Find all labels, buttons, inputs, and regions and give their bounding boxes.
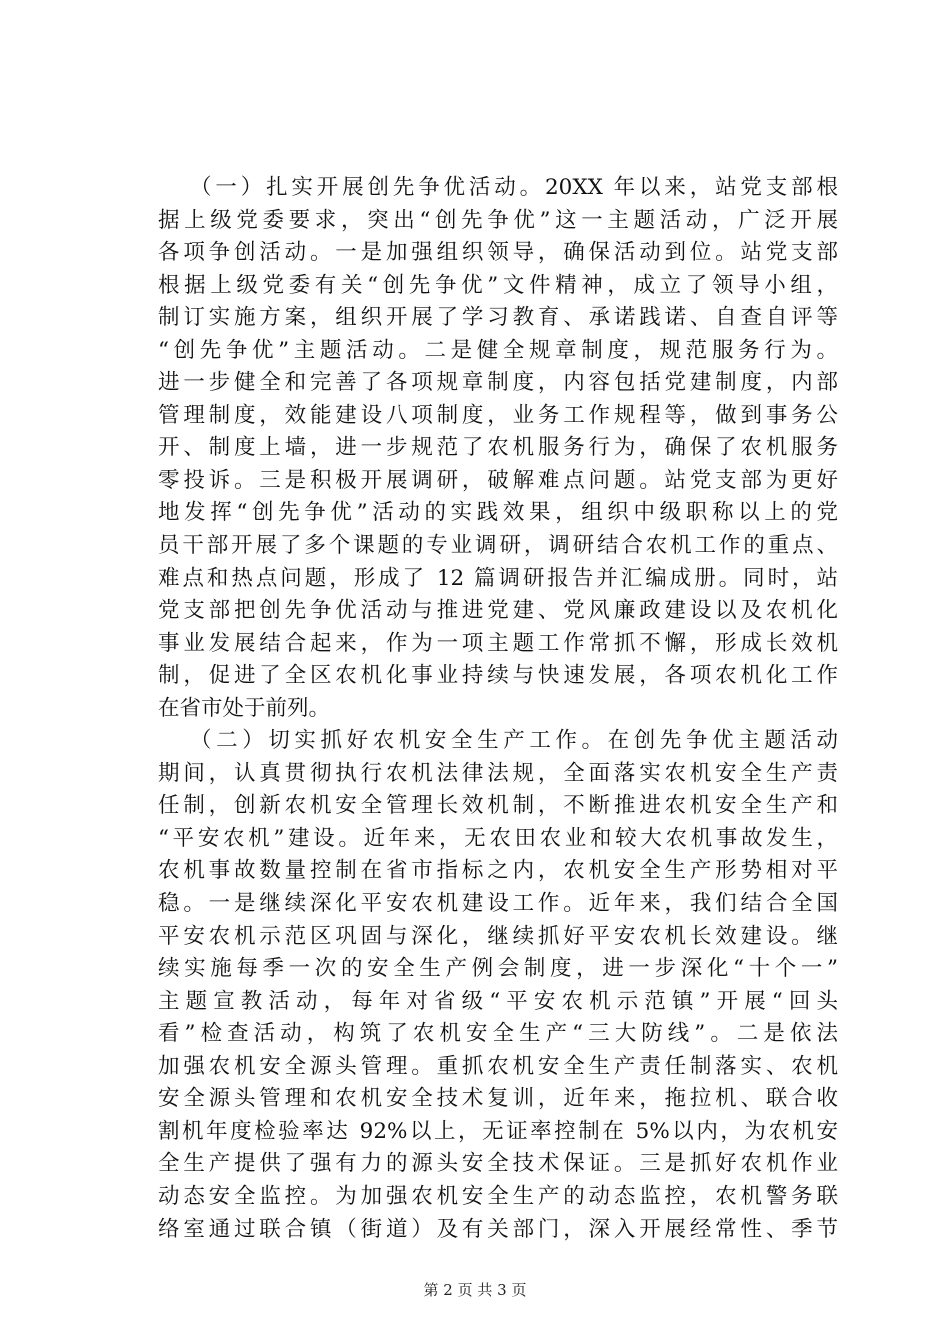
paragraph-2-line-14: 全生产提供了强有力的源头安全技术保证。三是抓好农机作业 [158,1151,838,1177]
paragraph-1-line-6: “创先争优”主题活动。二是健全规章制度，规范服务行为。 [158,337,838,363]
paragraph-1-line-13: 难点和热点问题，形成了 12 篇调研报告并汇编成册。同时，站 [158,565,838,591]
paragraph-2-line-8: 续实施每季一次的安全生产例会制度，进一步深化“十个一” [158,956,838,982]
paragraph-2-line-1: （二）切实抓好农机安全生产工作。在创先争优主题活动 [190,728,838,754]
paragraph-1-line-12: 员干部开展了多个课题的专业调研，调研结合农机工作的重点、 [158,533,838,559]
paragraph-2-line-10: 看”检查活动，构筑了农机安全生产“三大防线”。二是依法 [158,1021,838,1047]
paragraph-1-line-17: 在省市处于前列。 [158,695,331,721]
paragraph-1-line-2: 据上级党委要求，突出“创先争优”这一主题活动，广泛开展 [158,207,838,233]
paragraph-1-line-7: 进一步健全和完善了各项规章制度，内容包括党建制度，内部 [158,370,838,396]
paragraph-2-line-11: 加强农机安全源头管理。重抓农机安全生产责任制落实、农机 [158,1053,838,1079]
paragraph-2-line-2: 期间，认真贯彻执行农机法律法规，全面落实农机安全生产责 [158,760,838,786]
paragraph-2-line-7: 平安农机示范区巩固与深化，继续抓好平安农机长效建设。继 [158,923,838,949]
paragraph-2-line-15: 动态安全监控。为加强农机安全生产的动态监控，农机警务联 [158,1183,838,1209]
paragraph-1-line-15: 事业发展结合起来，作为一项主题工作常抓不懈，形成长效机 [158,630,838,656]
page-footer: 第 2 页 共 3 页 [423,1281,527,1299]
paragraph-2-line-16: 络室通过联合镇（街道）及有关部门，深入开展经常性、季节 [158,1216,838,1242]
paragraph-2-line-9: 主题宣教活动，每年对省级“平安农机示范镇”开展“回头 [158,988,838,1014]
paragraph-1-line-3: 各项争创活动。一是加强组织领导，确保活动到位。站党支部 [158,240,838,266]
paragraph-2-line-13: 割机年度检验率达 92%以上，无证率控制在 5%以内，为农机安 [158,1118,838,1144]
body-text [158,172,838,1246]
paragraph-2-line-12: 安全源头管理和农机安全技术复训，近年来，拖拉机、联合收 [158,1086,838,1112]
paragraph-2-line-6: 稳。一是继续深化平安农机建设工作。近年来，我们结合全国 [158,891,838,917]
paragraph-1-line-9: 开、制度上墙，进一步规范了农机服务行为，确保了农机服务 [158,435,838,461]
paragraph-2-line-4: “平安农机”建设。近年来，无农田农业和较大农机事故发生， [158,825,838,851]
paragraph-1-line-10: 零投诉。三是积极开展调研，破解难点问题。站党支部为更好 [158,467,838,493]
paragraph-2-line-5: 农机事故数量控制在省市指标之内，农机安全生产形势相对平 [158,858,838,884]
paragraph-1-line-5: 制订实施方案，组织开展了学习教育、承诺践诺、自查自评等 [158,305,838,331]
paragraph-1-line-14: 党支部把创先争优活动与推进党建、党风廉政建设以及农机化 [158,598,838,624]
paragraph-1-line-4: 根据上级党委有关“创先争优”文件精神，成立了领导小组， [158,272,838,298]
paragraph-1-line-1: （一）扎实开展创先争优活动。20XX 年以来，站党支部根 [190,175,838,200]
paragraph-1-line-11: 地发挥“创先争优”活动的实践效果，组织中级职称以上的党 [158,500,838,526]
paragraph-2-line-3: 任制，创新农机安全管理长效机制，不断推进农机安全生产和 [158,793,838,819]
paragraph-1-line-16: 制，促进了全区农机化事业持续与快速发展，各项农机化工作 [158,663,838,689]
paragraph-1-line-8: 管理制度，效能建设八项制度，业务工作规程等，做到事务公 [158,402,838,428]
